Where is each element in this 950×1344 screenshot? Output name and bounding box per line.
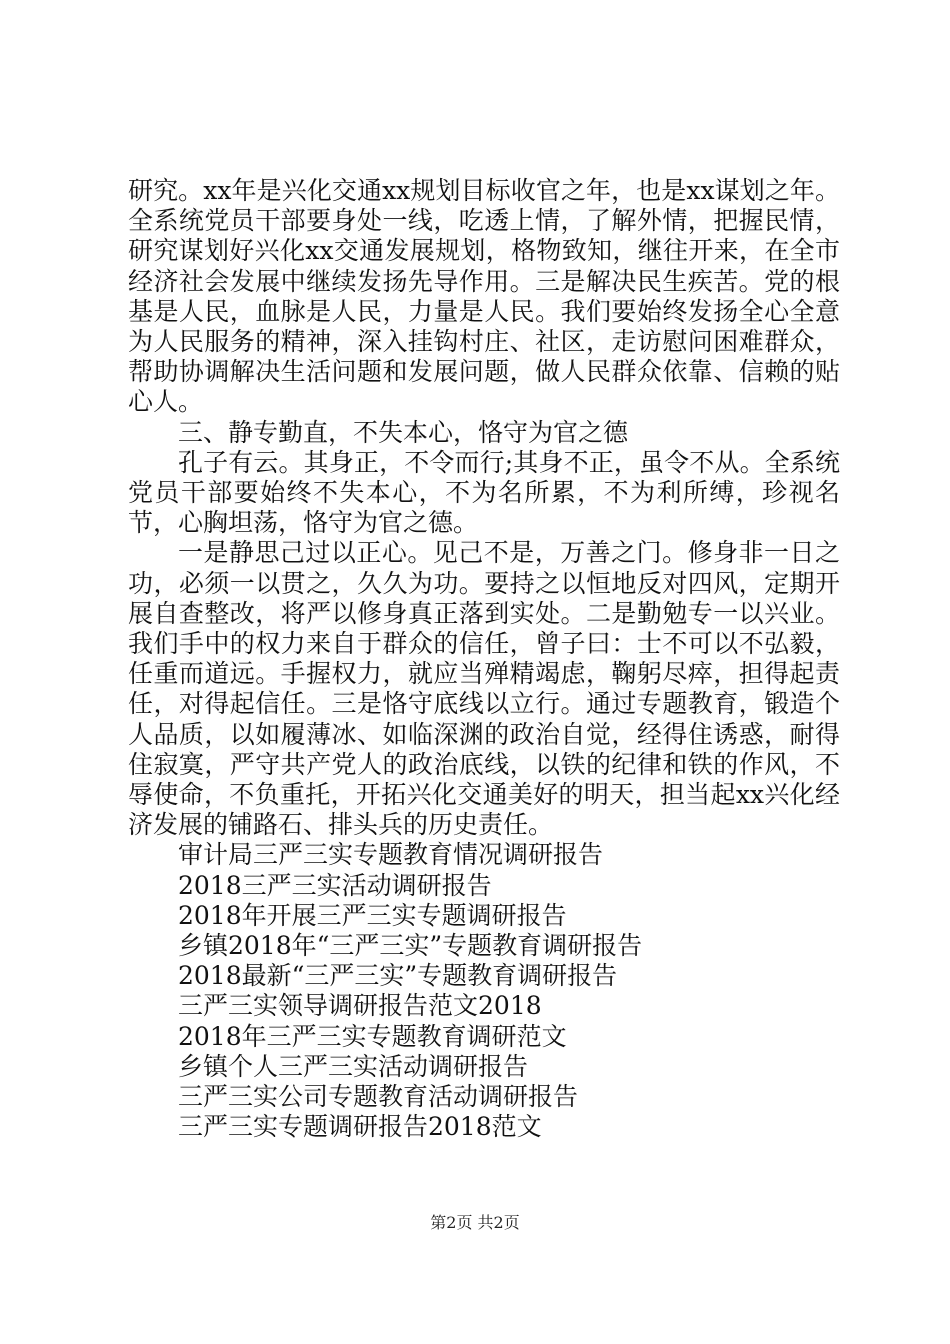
related-link[interactable]: 三严三实公司专题教育活动调研报告 — [178, 1082, 579, 1112]
document-body — [128, 176, 840, 1143]
related-link[interactable]: 三严三实专题调研报告2018范文 — [178, 1112, 542, 1142]
related-link[interactable]: 2018最新“三严三实”专题教育调研报告 — [178, 961, 618, 991]
related-link[interactable]: 审计局三严三实专题教育情况调研报告 — [178, 840, 604, 870]
related-links-list — [128, 840, 840, 1142]
related-link[interactable]: 乡镇个人三严三实活动调研报告 — [178, 1051, 529, 1081]
related-link[interactable]: 2018年开展三严三实专题调研报告 — [178, 900, 567, 930]
paragraph-continuation: 研究。xx年是兴化交通xx规划目标收官之年，也是xx谋划之年。全系统党员干部要身处一线，吃透上情，了解外情，把握民情，研究谋划好兴化xx交通发展规划，格物致知，继往开来，在全市经济社会发展中继续发扬先导作用。三是解决民生疾苦。党的根基是人民，血脉是人民，力量是人民。我们要始终发扬全心全意为人民服务的精神，深入挂钩村庄、社区，走访慰问困难群众，帮助协调解决生活问题和发展问题，做人民群众依靠、信赖的贴心人。 — [128, 176, 840, 417]
related-link[interactable]: 2018年三严三实专题教育调研范文 — [178, 1021, 567, 1051]
paragraph-three-points: 一是静思己过以正心。见己不是，万善之门。修身非一日之功，必须一以贯之，久久为功。要持之以恒地反对四风，定期开展自查整改，将严以修身真正落到实处。二是勤勉专一以兴业。我们手中的权力来自于群众的信任，曾子曰：士不可以不弘毅，任重而道远。手握权力，就应当殚精竭虑，鞠躬尽瘁，担得起责任，对得起信任。三是恪守底线以立行。通过专题教育，锻造个人品质，以如履薄冰、如临深渊的政治自觉，经得住诱惑，耐得住寂寞，严守共产党人的政治底线，以铁的纪律和铁的作风，不辱使命，不负重托，开拓兴化交通美好的明天，担当起xx兴化经济发展的铺路石、排头兵的历史责任。 — [128, 538, 840, 840]
section-heading: 三、静专勤直，不失本心，恪守为官之德 — [178, 417, 629, 447]
page-footer — [0, 1213, 950, 1233]
related-link[interactable]: 三严三实领导调研报告范文2018 — [178, 991, 542, 1021]
paragraph-confucius: 孔子有云。其身正，不令而行;其身不正，虽令不从。全系统党员干部要始终不失本心，不为名所累，不为利所缚，珍视名节，心胸坦荡，恪守为官之德。 — [128, 447, 840, 538]
related-link[interactable]: 乡镇2018年“三严三实”专题教育调研报告 — [178, 931, 643, 961]
related-link[interactable]: 2018三严三实活动调研报告 — [178, 870, 492, 900]
page-indicator: 第2页 共2页 — [430, 1213, 520, 1232]
